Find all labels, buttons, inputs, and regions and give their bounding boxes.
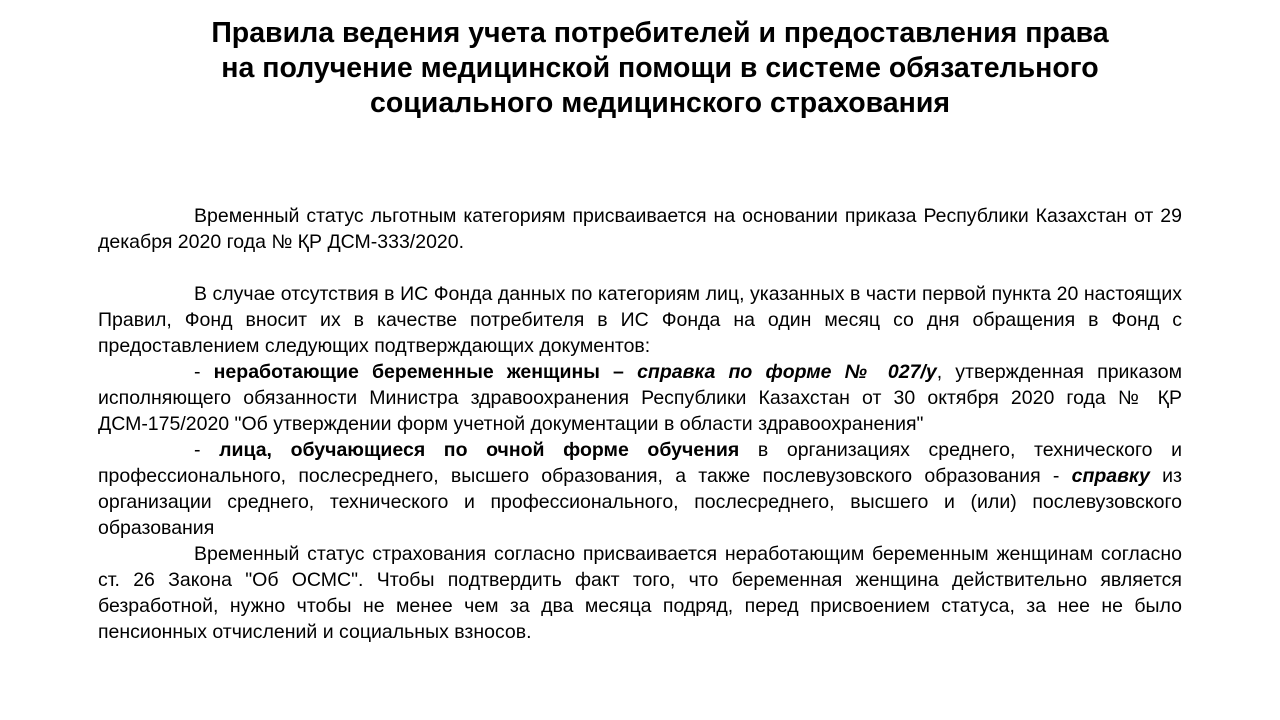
list-item-students-text-2: из организации среднего, технического и профессионального, послесреднего, высшего и (или) послевузовского образования <box>98 465 1182 539</box>
slide-title-line-1: Правила ведения учета потребителей и предоставления права <box>211 17 1109 49</box>
slide-body <box>98 203 1182 645</box>
paragraph-temporary-status-basis: Временный статус льготным категориям присваивается на основании приказа Республики Казахстан от 29 декабря 2020 года № ҚР ДСМ-333/2020. <box>98 205 1182 253</box>
slide-title-line-3: социального медицинского страхования <box>370 87 950 119</box>
paragraph-insurance-status: Временный статус страхования согласно присваивается неработающим беременным женщинам согласно ст. 26 Закона "Об ОСМС". Чтобы подтвердить факт того, что беременная женщина действительно является безработной, нужно чтобы не менее чем за два месяца подряд, перед присвоением статуса, за нее не было пенсионных отчислений и социальных взносов. <box>98 543 1182 643</box>
list-item-students-text-1: в организациях среднего, технического и профессионального, послесреднего, высшего образования, а также послевузовского образования - <box>98 439 1182 487</box>
list-item-pregnant-women-form: справка по форме № 027/у <box>637 361 937 383</box>
list-item-pregnant-women-bold: неработающие беременные женщины – <box>213 361 638 383</box>
list-item-pregnant-women-text: , утвержденная приказом исполняющего обязанности Министра здравоохранения Республики Казахстан от 30 октября 2020 года № ҚР ДСМ-175/2020 "Об утверждении форм учетной документации в области здравоохранения" <box>98 361 1182 435</box>
list-item-full-time-students <box>98 437 1182 541</box>
list-dash: - <box>194 439 220 461</box>
slide-title <box>140 16 1180 121</box>
list-item-pregnant-women <box>98 359 1182 437</box>
list-item-students-certificate: справку <box>1071 465 1150 487</box>
list-dash: - <box>194 361 214 383</box>
paragraph-spacer <box>98 255 1182 281</box>
slide-title-line-2: на получение медицинской помощи в системе обязательного <box>221 52 1099 84</box>
paragraph-missing-data: В случае отсутствия в ИС Фонда данных по категориям лиц, указанных в части первой пункта 20 настоящих Правил, Фонд вносит их в качестве потребителя в ИС Фонда на один месяц со дня обращения в Фонд с предоставлением следующих подтверждающих документов: <box>98 283 1182 357</box>
list-item-students-bold: лица, обучающиеся по очной форме обучения <box>219 439 740 461</box>
